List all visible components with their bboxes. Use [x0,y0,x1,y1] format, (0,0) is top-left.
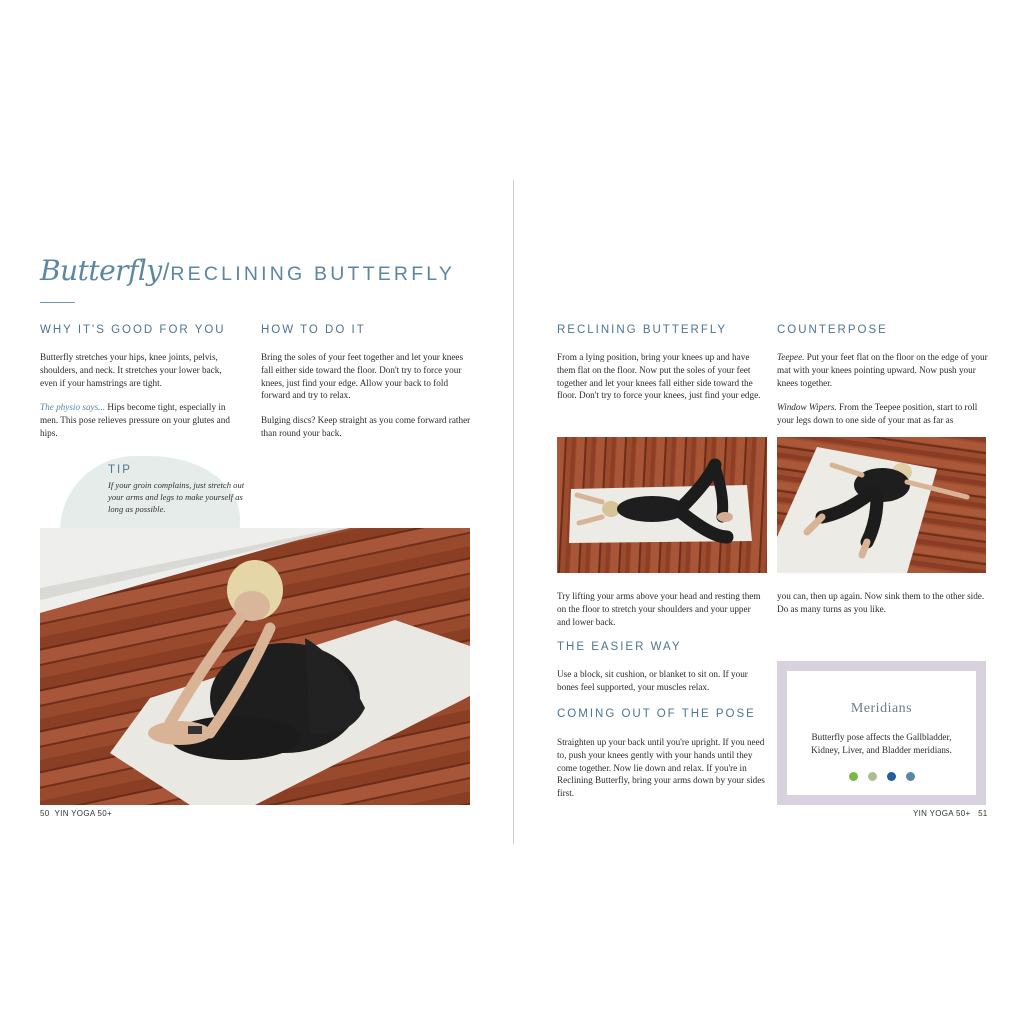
meridian-dot-bladder [906,772,915,781]
title-caps: RECLINING BUTTERFLY [170,263,456,285]
meridians-title: Meridians [850,701,913,716]
teepee-text: Put your feet flat on the floor on the edge of your mat with your knees pointing upward. Now push your knees together. [777,352,988,388]
wipers-text: From the Teepee position, start to roll your legs down to one side of your mat as far as [777,402,978,426]
why-heading: WHY IT'S GOOD FOR YOU [40,324,226,336]
physio-paragraph [40,401,240,439]
how-paragraph-2: Bulging discs? Keep straight as you come forward rather than round your back. [261,415,471,438]
how-heading: HOW TO DO IT [261,324,366,336]
coming-out-heading: COMING OUT OF THE POSE [557,708,756,720]
reclining-tip-paragraph: Try lifting your arms above your head and resting them on the floor to stretch your shoulders and your upper and lower back. [557,591,761,627]
tip-text: If your groin complains, just stretch out your arms and legs to make yourself as long as possible. [108,480,245,514]
meridian-dot-gallbladder [849,772,858,781]
reclining-paragraph: From a lying position, bring your knees up and have them flat on the floor. Now put the soles of your feet together and let your knees fall either side toward the floor. Don't try to force your knees, just find your edge. [557,352,761,401]
wipers-paragraph [777,401,989,427]
teepee-label: Teepee. [777,352,805,362]
easier-way-paragraph: Use a block, sit cushion, or blanket to sit on. If your bones feel supported, your muscles relax. [557,669,748,692]
title-underline [40,302,75,303]
meridian-dots [787,772,976,781]
window-wipers-photo [777,437,986,573]
wipers-label: Window Wipers. [777,402,837,413]
left-book-title: YIN YOGA 50+ [54,809,113,818]
meridians-card [787,671,976,795]
meridian-dot-liver [887,772,896,781]
meridian-dot-kidney [868,772,877,781]
meridians-box [777,661,986,805]
why-paragraph: Butterfly stretches your hips, knee joints, pelvis, shoulders, and neck. It stretches your lower back, even if your hamstrings are tight. [40,352,222,388]
how-section [261,351,473,452]
right-folio [913,809,988,818]
reclining-heading: RECLINING BUTTERFLY [557,324,728,336]
coming-out-paragraph: Straighten up your back until you're upright. If you need to, push your knees gently with your hands until they come together. Now lie down and relax. If you're in Reclining Butterfly, bring your arms down by your sides first. [557,737,765,799]
title-slash: / [162,259,170,286]
left-page-number: 50 [40,809,50,818]
teepee-paragraph [777,351,989,389]
butterfly-pose-photo [40,528,470,805]
page-spine-divider [513,180,514,844]
meridians-text: Butterfly pose affects the Gallbladder, Kidney, Liver, and Bladder meridians. [811,732,952,755]
how-paragraph-1: Bring the soles of your feet together and let your knees fall either side toward the floor. Don't try to force your knees, just find your edge. Allow your back to fold forward and try to relax. [261,352,464,401]
right-page-number: 51 [978,809,988,818]
reclining-butterfly-illustration [557,437,767,573]
counterpose-heading: COUNTERPOSE [777,324,888,336]
why-section [40,351,240,452]
physio-text: Hips become tight, especially in men. This pose relieves pressure on your glutes and hips. [40,402,230,438]
counterpose-section [777,351,989,439]
easier-way-heading: THE EASIER WAY [557,641,682,653]
title-script: Butterfly [40,254,162,287]
right-book-title: YIN YOGA 50+ [913,809,971,818]
physio-label: The physio says... [40,402,106,413]
butterfly-pose-illustration [40,528,470,805]
left-folio [40,809,112,818]
page-title [40,254,455,287]
window-wipers-illustration [777,437,986,573]
tip-heading: TIP [108,464,132,476]
reclining-butterfly-photo [557,437,767,573]
wipers-continued-paragraph: you can, then up again. Now sink them to the other side. Do as many turns as you like. [777,591,985,614]
